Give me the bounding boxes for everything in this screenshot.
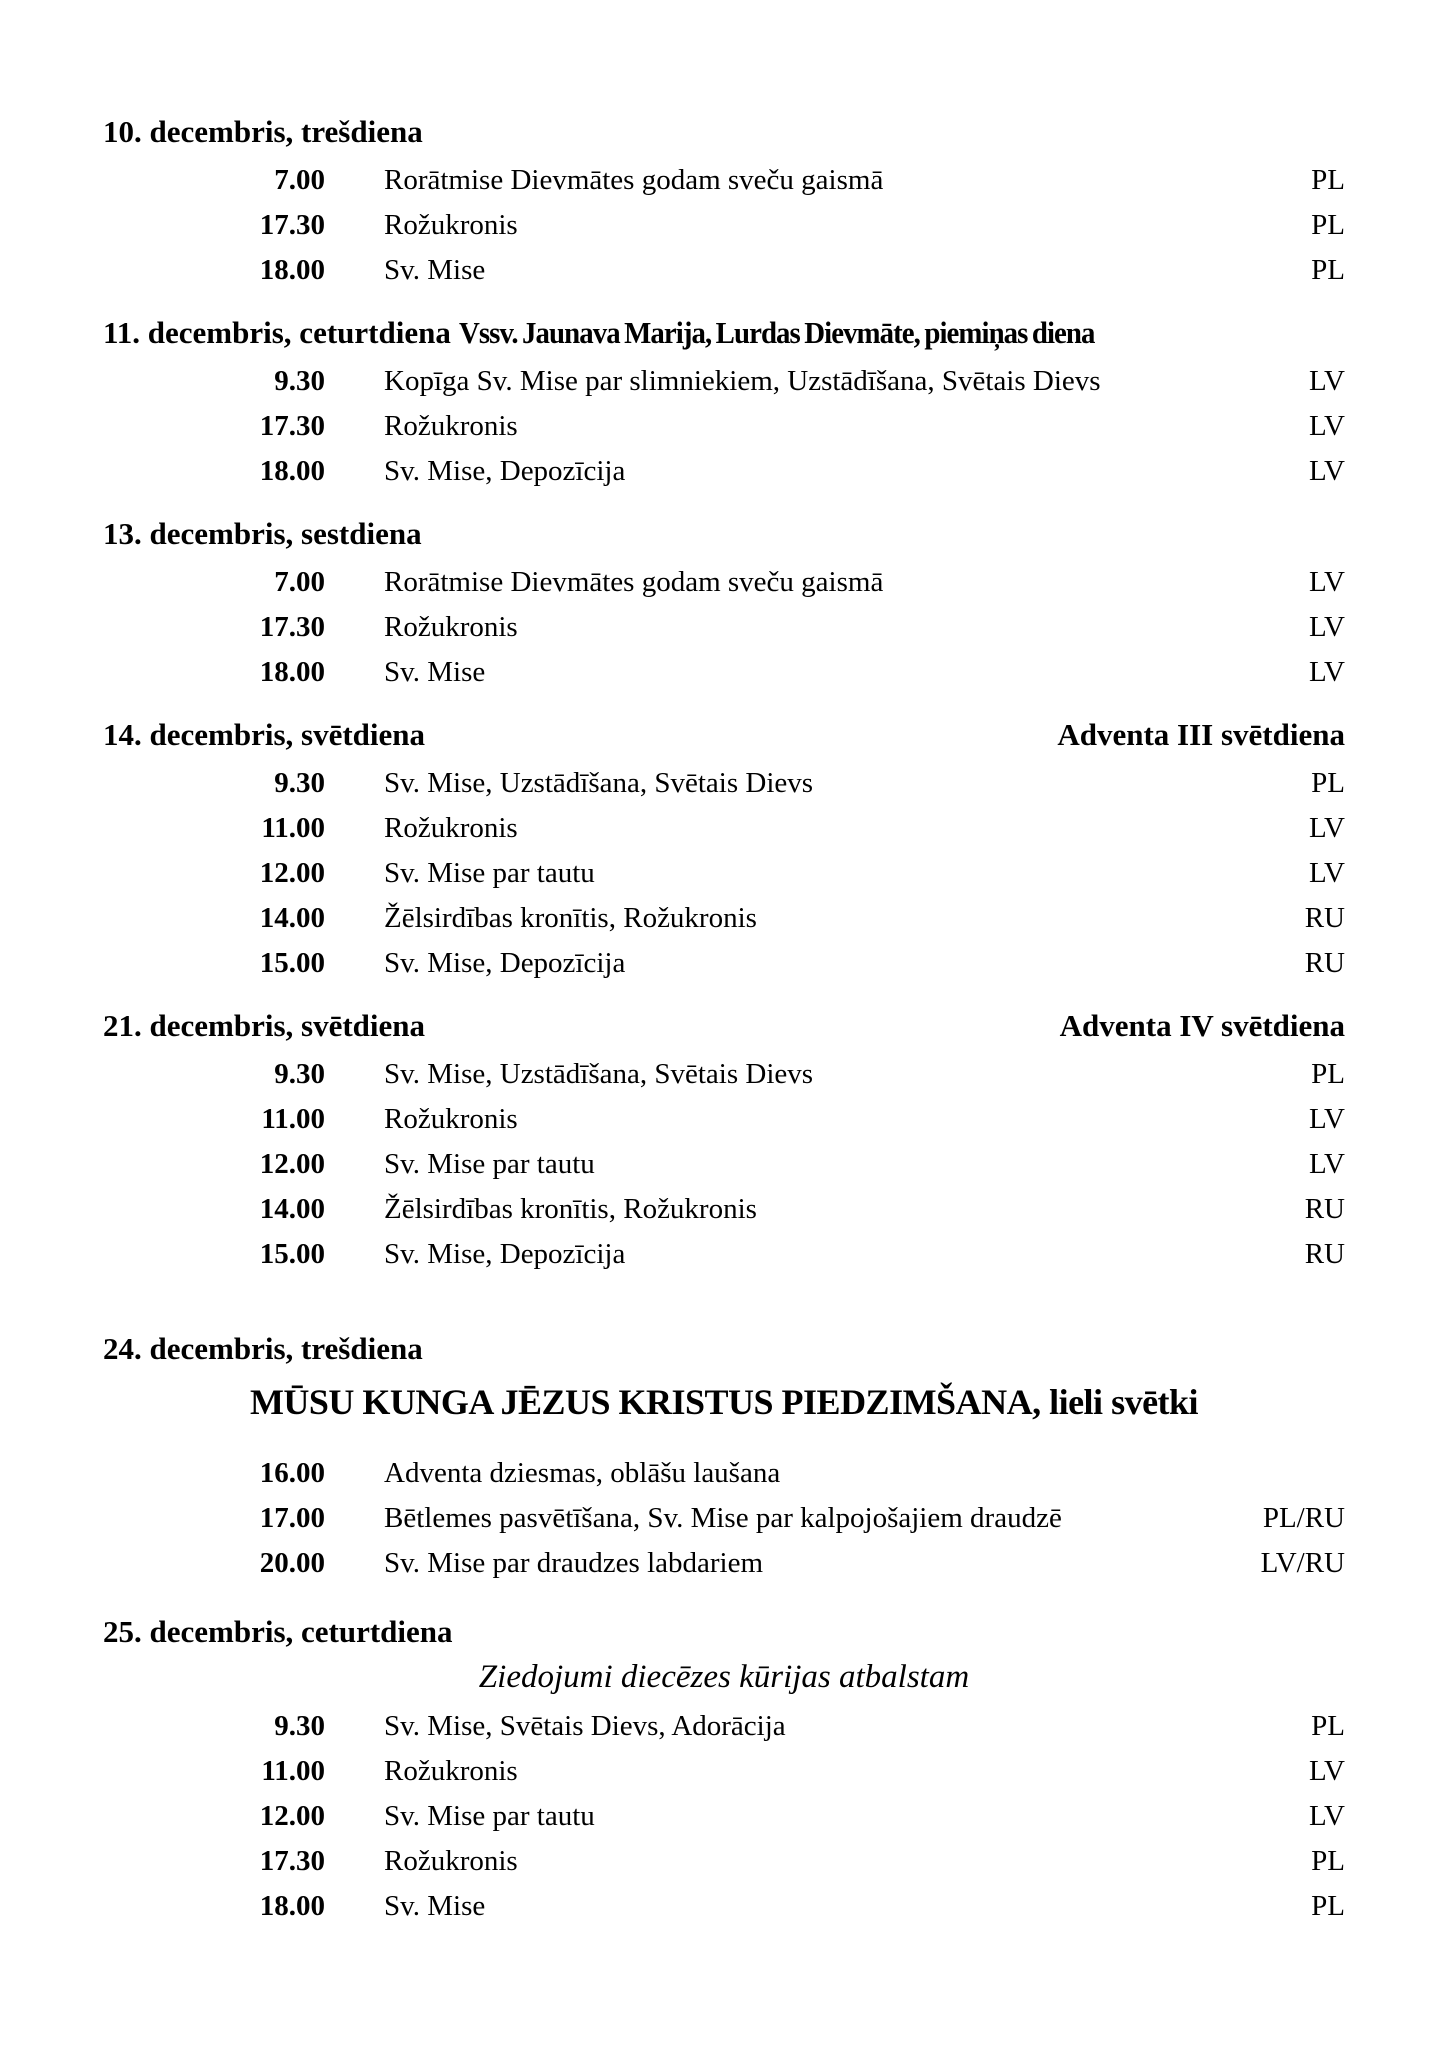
event-description: Sv. Mise [384, 656, 486, 688]
event-language: LV [1309, 857, 1345, 889]
event-language: LV [1309, 410, 1345, 442]
event-language: LV [1309, 1755, 1345, 1787]
day-date: 25. decembris, ceturtdiena [103, 1614, 453, 1649]
event-language: PL [1311, 1058, 1345, 1090]
advent-sunday-note: Adventa III svētdiena [1057, 717, 1345, 752]
event-time: 11.00 [261, 812, 325, 844]
event-language: LV [1309, 1800, 1345, 1832]
day-heading [103, 112, 1345, 152]
event-language: LV [1309, 1148, 1345, 1180]
event-time: 14.00 [259, 902, 325, 934]
event-description: Rožukronis [384, 1755, 518, 1787]
event-time: 18.00 [259, 254, 325, 286]
event-row [103, 1749, 1345, 1794]
event-description: Rorātmise Dievmātes godam sveču gaismā [384, 566, 884, 598]
event-row [103, 449, 1345, 494]
event-row [103, 1704, 1345, 1749]
event-row [103, 1142, 1345, 1187]
event-row [103, 560, 1345, 605]
event-language: LV/RU [1260, 1547, 1345, 1579]
event-row [103, 1496, 1345, 1541]
event-row [103, 851, 1345, 896]
day-heading [103, 715, 1345, 755]
event-row [103, 1794, 1345, 1839]
event-row [103, 761, 1345, 806]
event-time: 11.00 [261, 1103, 325, 1135]
event-description: Sv. Mise par tautu [384, 857, 595, 889]
day-heading [103, 1612, 1345, 1652]
event-time: 9.30 [274, 767, 325, 799]
event-time: 17.30 [259, 1845, 325, 1877]
event-description: Sv. Mise par tautu [384, 1800, 595, 1832]
offering-note: Ziedojumi diecēzes kūrijas atbalstam [478, 1659, 970, 1695]
event-description: Sv. Mise, Svētais Dievs, Adorācija [384, 1710, 786, 1742]
event-description: Sv. Mise, Depozīcija [384, 455, 626, 487]
event-language: PL [1311, 254, 1345, 286]
event-description: Sv. Mise, Depozīcija [384, 1238, 626, 1270]
event-language: LV [1309, 455, 1345, 487]
event-language: PL [1311, 767, 1345, 799]
event-language: LV [1309, 611, 1345, 643]
event-language: RU [1304, 1238, 1345, 1270]
event-language: LV [1309, 566, 1345, 598]
event-time: 18.00 [259, 1890, 325, 1922]
event-row [103, 1884, 1345, 1929]
event-row [103, 1187, 1345, 1232]
event-time: 18.00 [259, 656, 325, 688]
event-time: 17.30 [259, 209, 325, 241]
day-date: 21. decembris, svētdiena [103, 1008, 426, 1043]
event-description: Rorātmise Dievmātes godam sveču gaismā [384, 164, 884, 196]
event-description: Rožukronis [384, 812, 518, 844]
day-section-10-dec [103, 112, 1345, 293]
day-heading [103, 514, 1345, 554]
event-language: LV [1309, 365, 1345, 397]
event-time: 12.00 [259, 1148, 325, 1180]
event-rows [103, 1451, 1345, 1586]
event-language: RU [1304, 902, 1345, 934]
event-time: 11.00 [261, 1755, 325, 1787]
event-description: Sv. Mise par tautu [384, 1148, 595, 1180]
event-time: 7.00 [274, 566, 325, 598]
christmas-feast-title: MŪSU KUNGA JĒZUS KRISTUS PIEDZIMŠANA, lieli svētki [249, 1382, 1199, 1422]
event-rows [103, 359, 1345, 494]
event-row [103, 1052, 1345, 1097]
event-description: Sv. Mise [384, 1890, 486, 1922]
event-time: 14.00 [259, 1193, 325, 1225]
event-description: Rožukronis [384, 611, 518, 643]
event-row [103, 605, 1345, 650]
event-description: Sv. Mise, Uzstādīšana, Svētais Dievs [384, 1058, 814, 1090]
event-description: Sv. Mise, Depozīcija [384, 947, 626, 979]
event-description: Bētlemes pasvētīšana, Sv. Mise par kalpojošajiem draudzē [384, 1502, 1062, 1534]
day-section-25-dec [103, 1612, 1345, 1929]
event-description: Žēlsirdības kronītis, Rožukronis [384, 1193, 757, 1225]
day-date: 13. decembris, sestdiena [103, 516, 422, 551]
event-row [103, 158, 1345, 203]
day-section-24-dec [103, 1329, 1345, 1586]
event-row [103, 203, 1345, 248]
event-time: 18.00 [259, 455, 325, 487]
event-row [103, 359, 1345, 404]
event-language: PL [1311, 1845, 1345, 1877]
day-heading [103, 1329, 1345, 1369]
event-language: RU [1304, 947, 1345, 979]
event-row [103, 1541, 1345, 1586]
event-language: PL [1311, 164, 1345, 196]
event-row [103, 806, 1345, 851]
event-description: Kopīga Sv. Mise par slimniekiem, Uzstādīšana, Svētais Dievs [384, 365, 1101, 397]
event-time: 17.00 [259, 1502, 325, 1534]
day-section-14-dec [103, 715, 1345, 986]
event-description: Sv. Mise [384, 254, 486, 286]
event-language: PL [1311, 209, 1345, 241]
event-row [103, 404, 1345, 449]
event-rows [103, 560, 1345, 695]
event-row [103, 1839, 1345, 1884]
event-row [103, 1232, 1345, 1277]
day-date: 10. decembris, trešdiena [103, 114, 423, 149]
event-row [103, 941, 1345, 986]
event-time: 7.00 [274, 164, 325, 196]
event-description: Rožukronis [384, 1845, 518, 1877]
day-section-13-dec [103, 514, 1345, 695]
event-description: Rožukronis [384, 209, 518, 241]
event-time: 9.30 [274, 1710, 325, 1742]
event-time: 15.00 [259, 947, 325, 979]
day-heading [103, 1006, 1345, 1046]
event-language: LV [1309, 656, 1345, 688]
event-time: 12.00 [259, 1800, 325, 1832]
day-heading [103, 313, 1345, 353]
event-time: 20.00 [259, 1547, 325, 1579]
event-rows [103, 158, 1345, 293]
event-row [103, 1451, 1345, 1496]
day-section-21-dec [103, 1006, 1345, 1277]
event-time: 17.30 [259, 410, 325, 442]
event-time: 9.30 [274, 365, 325, 397]
event-rows [103, 1052, 1345, 1277]
event-language: LV [1309, 812, 1345, 844]
event-time: 16.00 [259, 1457, 325, 1489]
event-time: 15.00 [259, 1238, 325, 1270]
event-description: Sv. Mise par draudzes labdariem [384, 1547, 764, 1579]
feast-name: Vssv. Jaunava Marija, Lurdas Dievmāte, piemiņas diena [458, 315, 1095, 350]
event-language: PL [1311, 1890, 1345, 1922]
event-rows [103, 761, 1345, 986]
event-time: 9.30 [274, 1058, 325, 1090]
event-description: Rožukronis [384, 1103, 518, 1135]
event-row [103, 896, 1345, 941]
event-rows [103, 1704, 1345, 1929]
day-date: 24. decembris, trešdiena [103, 1331, 423, 1366]
event-language: PL [1311, 1710, 1345, 1742]
event-description: Žēlsirdības kronītis, Rožukronis [384, 902, 757, 934]
day-date: 14. decembris, svētdiena [103, 717, 426, 752]
event-description: Rožukronis [384, 410, 518, 442]
event-language: RU [1304, 1193, 1345, 1225]
advent-sunday-note: Adventa IV svētdiena [1059, 1008, 1345, 1043]
event-row [103, 248, 1345, 293]
event-language: LV [1309, 1103, 1345, 1135]
event-row [103, 650, 1345, 695]
event-description: Adventa dziesmas, oblāšu laušana [384, 1457, 781, 1489]
event-language: PL/RU [1262, 1502, 1345, 1534]
event-time: 12.00 [259, 857, 325, 889]
event-description: Sv. Mise, Uzstādīšana, Svētais Dievs [384, 767, 814, 799]
event-row [103, 1097, 1345, 1142]
day-section-11-dec [103, 313, 1345, 494]
event-time: 17.30 [259, 611, 325, 643]
day-date: 11. decembris, ceturtdiena [103, 315, 451, 350]
